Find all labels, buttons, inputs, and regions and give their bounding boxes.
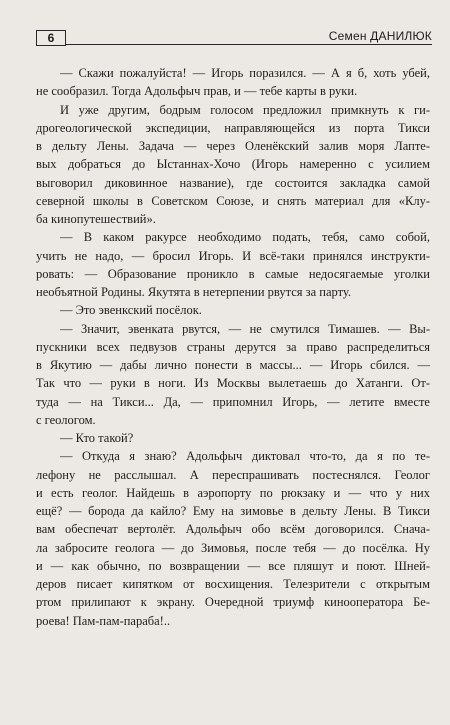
text-line: лефону не расслышал. А переспрашивать постеснялся. Геолог <box>36 467 430 482</box>
paragraph <box>36 429 430 447</box>
running-head: Семен ДАНИЛЮК <box>328 29 432 43</box>
paragraph <box>36 101 430 229</box>
text-line: в Якутию — дабы лично понести в массы... — Игорь сбился. — <box>36 358 430 372</box>
text-line: учить не надо, — бросил Игорь. И всё-таки принялся инструкти- <box>36 248 430 263</box>
text-line: — Кто такой? <box>60 431 134 445</box>
text-line: и — как обычно, по возвращении — все пляшут и поют. Шней- <box>36 558 430 573</box>
text-line: — Откуда я знаю? Адольфыч диктовал что-то, да я по те- <box>60 449 430 464</box>
paragraph <box>36 301 430 319</box>
text-line: с геологом. <box>36 412 96 427</box>
header-rule <box>66 44 432 45</box>
text-line: туда — на Тикси... Да, — припомнил Игорь, — летите вместе <box>36 394 430 409</box>
text-line: вых добраться до Ыстаннах-Хочо (Игорь намеренно с усилием <box>36 157 430 172</box>
paragraph <box>36 64 430 101</box>
page-number: 6 <box>36 30 66 46</box>
text-line: ла забросите геолога — до Зимовья, после тебя — до посёлка. Ну <box>36 540 430 555</box>
text-line: ба кинопутешествий». <box>36 212 156 226</box>
text-line: ртом прилипают к экрану. Очередной триумф кинооператора Бе- <box>36 595 430 610</box>
text-line: ещё? — борода да кайло? Ему на зимовье в дельту Лены. В Тикси <box>36 504 430 518</box>
text-line: необъятной Родины. Якутята в нетерпении рвутся за парту. <box>36 285 352 299</box>
text-line: — Скажи пожалуйста! — Игорь поразился. — А я б, хоть убей, <box>60 66 430 80</box>
text-line: не сообразил. Тогда Адольфыч прав, и — тебе карты в руки. <box>36 84 358 99</box>
text-line: вам обеспечат вертолёт. Адольфыч обо всём договорился. Снача- <box>36 522 430 537</box>
text-line: Так что — руки в ноги. Из Москвы вылетаешь до Хатанги. От- <box>36 376 430 391</box>
body-text <box>36 64 430 630</box>
paragraph <box>36 228 430 301</box>
text-line: — Значит, эвенката рвутся, — не смутился Тимашев. — Вы- <box>60 321 430 336</box>
text-line: северной школы в Советском Союзе, и снять материал для «Клу- <box>36 193 430 208</box>
text-line: выговорил диковинное название), где состоится закладка самой <box>36 175 430 190</box>
text-line: И уже другим, бодрым голосом предложил примкнуть к ги- <box>60 102 430 117</box>
text-line: дрогеологической экспедиции, направляющейся из порта Тикси <box>36 120 430 135</box>
paragraph <box>36 320 430 430</box>
text-line: деров писает кипятком от восхищения. Телезрители с открытым <box>36 577 430 591</box>
text-line: пускники всех педвузов страны дерутся за право распределиться <box>36 339 430 354</box>
text-line: ровать: — Образование проникло в самые недосягаемые уголки <box>36 266 430 281</box>
paragraph <box>36 447 430 630</box>
text-line: в дельту Лены. Задача — через Оленёкский залив моря Лапте- <box>36 139 430 153</box>
text-line: и есть геолог. Найдешь в аэропорту по рюкзаку и — что у них <box>36 485 430 500</box>
text-line: — В каком ракурсе необходимо подать, тебя, само собой, <box>60 230 430 245</box>
page-header <box>36 30 432 50</box>
text-line: — Это эвенкский посёлок. <box>60 303 202 318</box>
text-line: роева! Пам-пам-парабa!.. <box>36 613 171 628</box>
